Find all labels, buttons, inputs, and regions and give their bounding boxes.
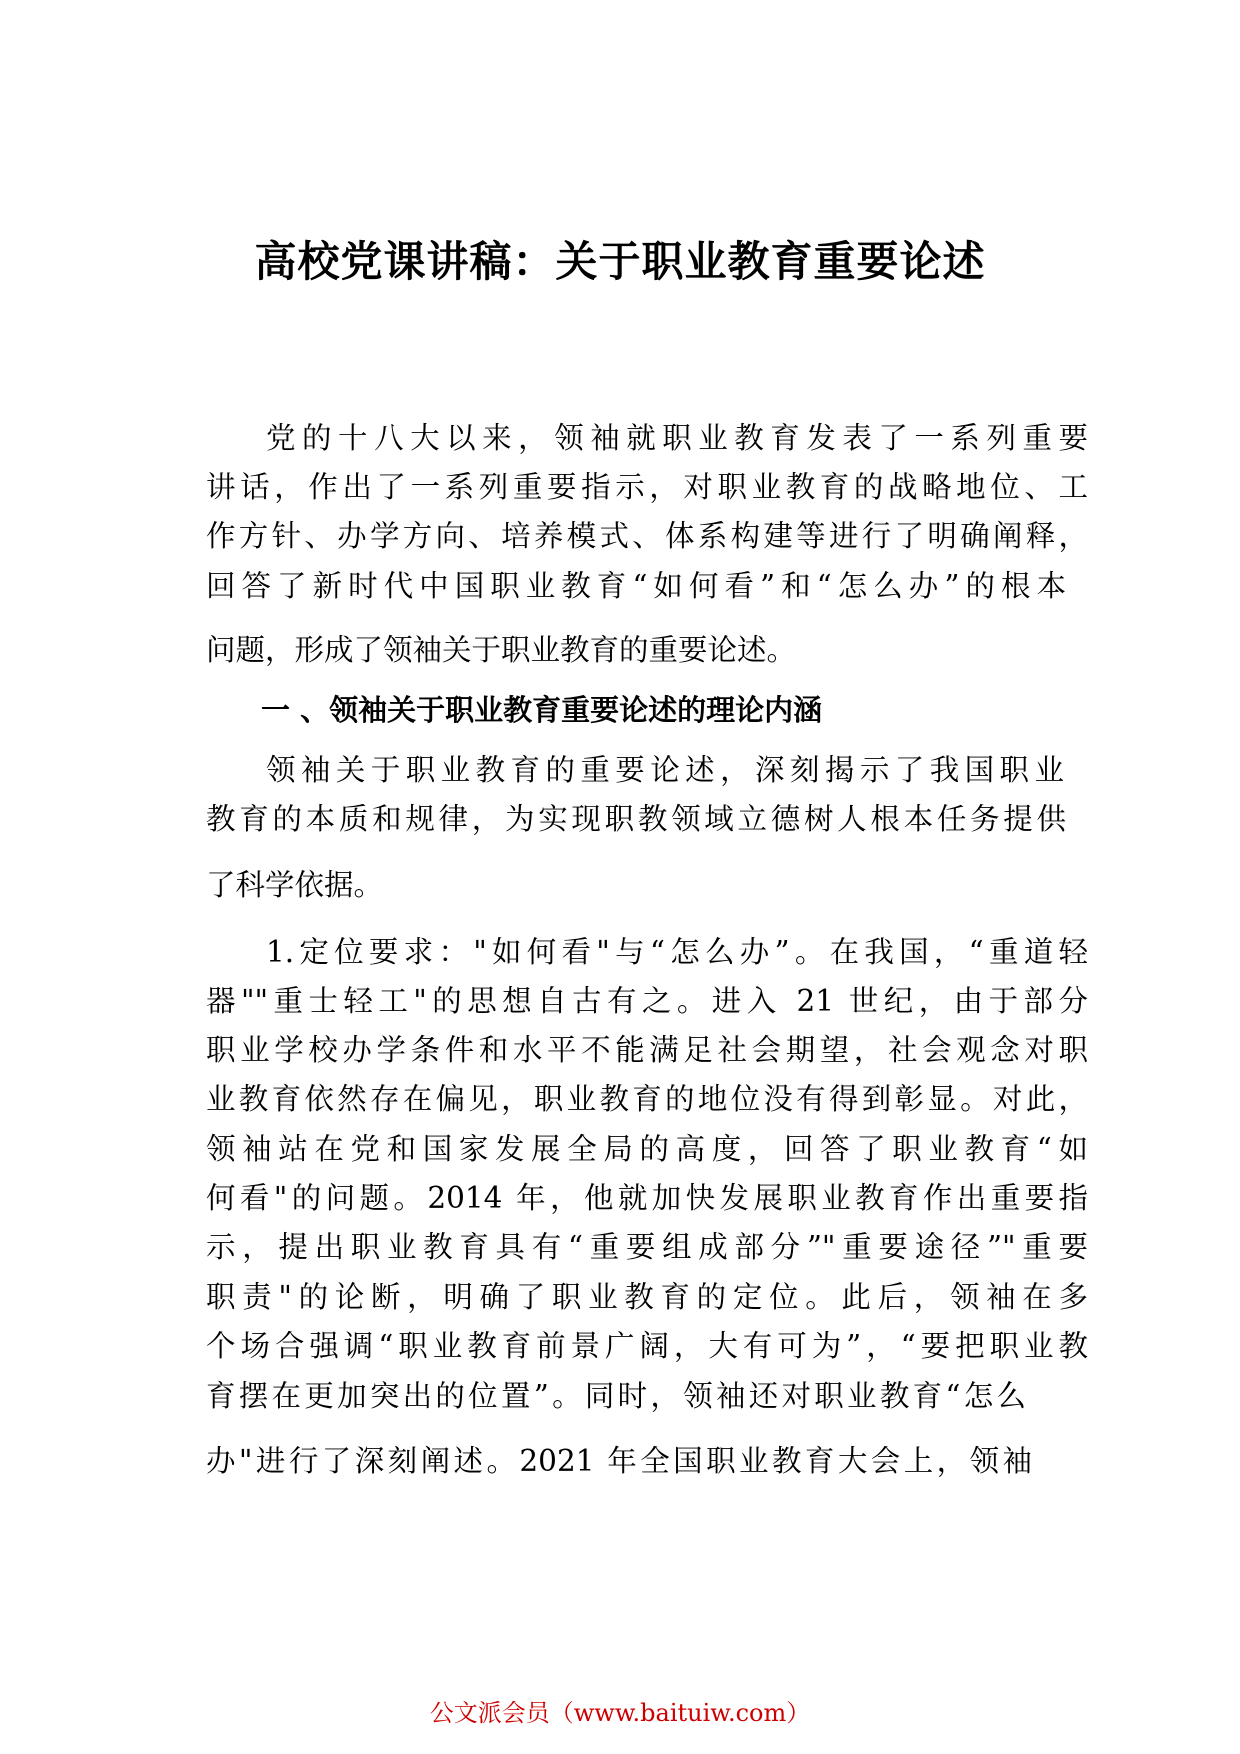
paragraph-line: 领袖站在党和国家发展全局的高度，回答了职业教育“如 bbox=[206, 1132, 1088, 1166]
paragraph-line: 何看"的问题。2014 年，他就加快发展职业教育作出重要指 bbox=[206, 1181, 1088, 1215]
paragraph-line: 育摆在更加突出的位置”。同时，领袖还对职业教育“怎么 bbox=[206, 1379, 1026, 1413]
paragraph-line: 职业学校办学条件和水平不能满足社会期望，社会观念对职 bbox=[206, 1033, 1088, 1067]
paragraph-line: 职责"的论断，明确了职业教育的定位。此后，领袖在多 bbox=[206, 1280, 1088, 1314]
paragraph-line: 个场合强调“职业教育前景广阔，大有可为”，“要把职业教 bbox=[206, 1329, 1088, 1363]
paragraph-line: 器""重士轻工"的思想自古有之。进入 21 世纪，由于部分 bbox=[206, 984, 1088, 1018]
paragraph-line: 办"进行了深刻阐述。2021 年全国职业教育大会上，领袖 bbox=[206, 1444, 1032, 1478]
paragraph-line: 作方针、办学方向、培养模式、体系构建等进行了明确阐释， bbox=[206, 519, 1088, 553]
paragraph-line: 1.定位要求："如何看"与“怎么办”。在我国，“重道轻 bbox=[266, 935, 1088, 969]
paragraph-line: 党的十八大以来，领袖就职业教育发表了一系列重要 bbox=[266, 421, 1088, 455]
footer-watermark: 公文派会员（www.baituiw.com） bbox=[429, 1699, 811, 1727]
section-heading: 一 、领袖关于职业教育重要论述的理论内涵 bbox=[261, 693, 823, 727]
paragraph-line: 业教育依然存在偏见，职业教育的地位没有得到彰显。对此， bbox=[206, 1082, 1088, 1116]
paragraph-line: 讲话，作出了一系列重要指示，对职业教育的战略地位、工 bbox=[206, 470, 1088, 504]
paragraph-line: 示，提出职业教育具有“重要组成部分”"重要途径”"重要 bbox=[206, 1230, 1088, 1264]
paragraph-line: 领袖关于职业教育的重要论述，深刻揭示了我国职业 bbox=[266, 753, 1064, 787]
paragraph-line: 回答了新时代中国职业教育“如何看”和“怎么办”的根本 bbox=[206, 569, 1066, 603]
document-title: 高校党课讲稿：关于职业教育重要论述 bbox=[254, 237, 986, 286]
paragraph-line: 问题，形成了领袖关于职业教育的重要论述。 bbox=[206, 633, 797, 667]
paragraph-line: 教育的本质和规律，为实现职教领域立德树人根本任务提供 bbox=[206, 802, 1066, 836]
paragraph-line: 了科学依据。 bbox=[206, 868, 384, 902]
